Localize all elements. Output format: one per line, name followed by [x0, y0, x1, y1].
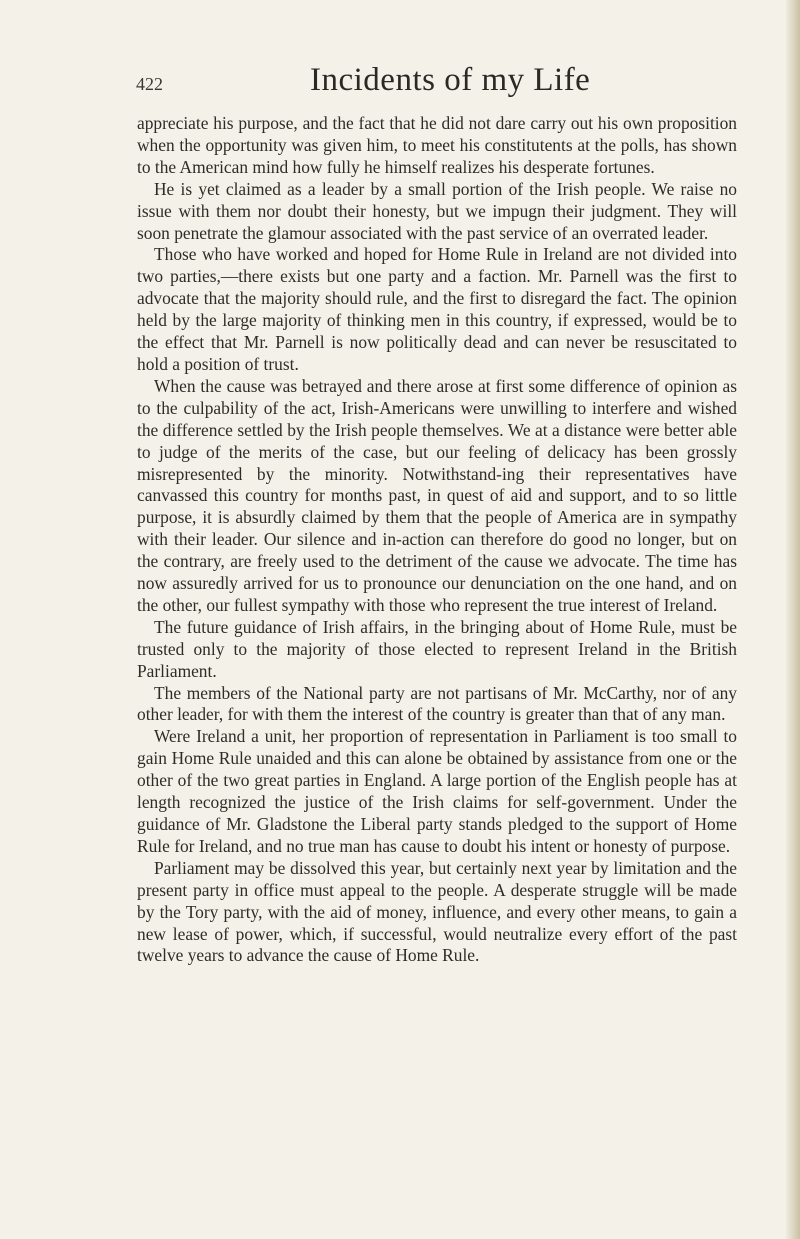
paragraph-2: He is yet claimed as a leader by a small portion of the Irish people. We raise no issue with them nor doubt their honesty, but we impugn their judgment. They will soon penetrate the glamour associated with the past service of an overrated leader.: [137, 178, 737, 243]
paragraph-7: Were Ireland a unit, her proportion of representation in Parliament is too small to gain Home Rule unaided and this can alone be obtained by assistance from one or the other of the two great parties in England. A large portion of the English people has at length recognized the justice of the Irish claims for self-government. Under the guidance of Mr. Gladstone the Liberal party stands pledged to the support of Home Rule for Ireland, and no true man has cause to doubt his intent or honesty of purpose.: [137, 726, 737, 856]
page-number: 422: [136, 74, 163, 94]
page-header: [136, 62, 736, 102]
paragraph-6: The members of the National party are not partisans of Mr. McCarthy, nor of any other leader, for with them the interest of the country is greater than that of any man.: [137, 682, 737, 725]
paragraph-8: Parliament may be dissolved this year, but certainly next year by limitation and the present party in office must appeal to the people. A desperate struggle will be made by the Tory party, with the aid of money, influence, and every other means, to gain a new lease of power, which, if successful, would neutralize every effort of the past twelve years to advance the cause of Home Rule.: [137, 857, 737, 966]
paragraph-5: The future guidance of Irish affairs, in the bringing about of Home Rule, must be trusted only to the majority of those elected to represent Ireland in the British Parliament.: [137, 616, 737, 681]
paragraph-3: Those who have worked and hoped for Home Rule in Ireland are not divided into two parties,—there exists but one party and a faction. Mr. Parnell was the first to advocate that the majority should rule, and the first to disregard the fact. The opinion held by the large majority of thinking men in this country, if expressed, would be to the effect that Mr. Parnell is now politically dead and can never be resuscitated to hold a position of trust.: [137, 244, 737, 374]
paragraph-4: When the cause was betrayed and there arose at first some difference of opinion as to the culpability of the act, Irish-Americans were unwilling to interfere and wished the difference settled by the Irish people themselves. We at a distance were better able to judge of the merits of the case, but our feeling of delicacy has been grossly misrepresented by the minority. Notwithstand-ing their representatives have canvassed this country for months past, in quest of aid and support, and to so little purpose, it is absurdly claimed by them that the people of America are in sympathy with their leader. Our silence and in-action can therefore do good no longer, but on the contrary, are freely used to the detriment of the cause we advocate. The time has now assuredly arrived for us to pronounce our denunciation on the one hand, and on the other, our fullest sympathy with those who represent the true interest of Ireland.: [137, 375, 737, 615]
running-title: Incidents of my Life: [310, 62, 591, 98]
paragraph-1: appreciate his purpose, and the fact that he did not dare carry out his own proposition when the opportunity was given him, to meet his constitutents at the polls, has shown to the American mind how fully he himself realizes his desperate fortunes.: [137, 113, 737, 177]
page-edge-shadow: [786, 0, 800, 1239]
body-text: [137, 113, 737, 967]
